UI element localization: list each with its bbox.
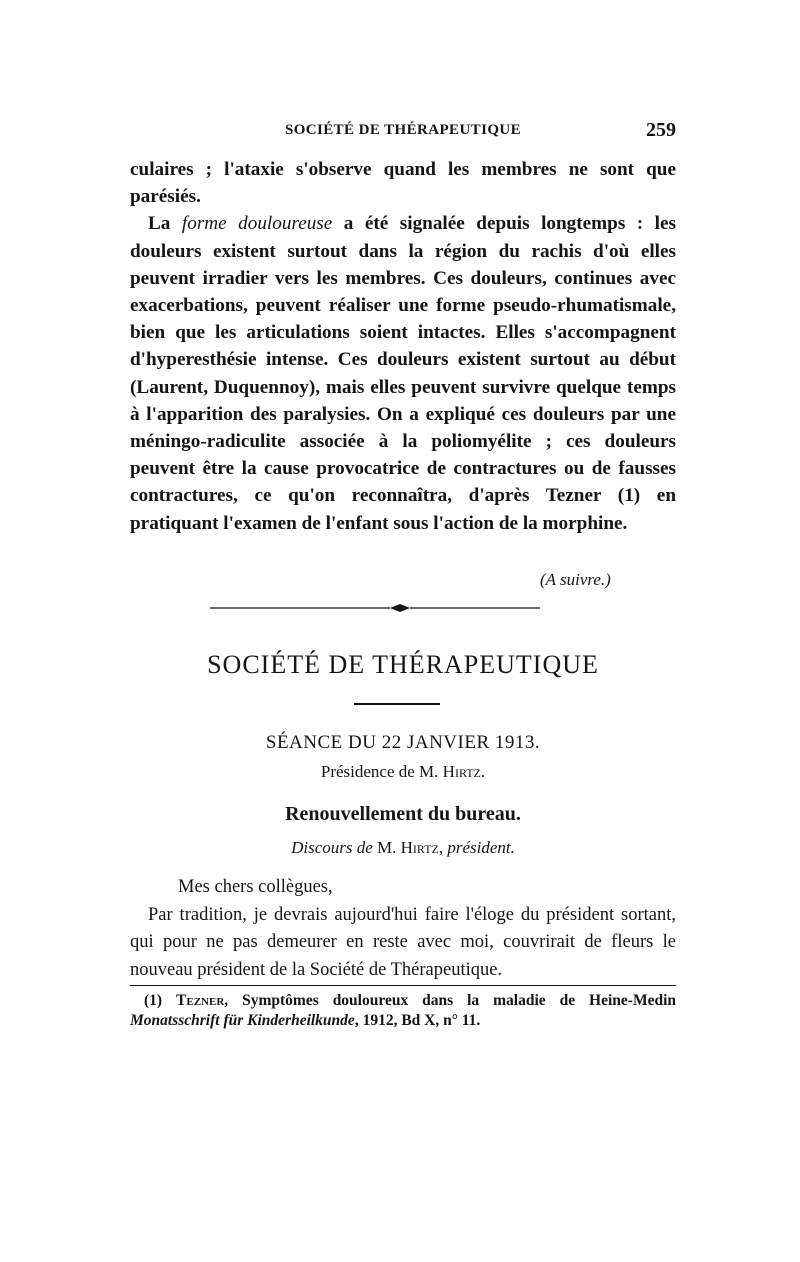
section-title: SOCIÉTÉ DE THÉRAPEUTIQUE	[207, 650, 599, 679]
speaker-name: Hirtz	[400, 838, 439, 857]
president-name: Hirtz	[442, 762, 481, 781]
footnote-rule	[130, 985, 676, 986]
paragraph: Par tradition, je devrais aujourd'hui faire l'éloge du président sortant, qui pour ne pas demeurer en reste avec moi, couvrirait de fleurs le nouveau président de la Société de Thérapeutique.	[130, 904, 676, 980]
paragraph: La forme douloureuse a été signalée depuis longtemps : les douleurs existent surtout dans la région du rachis d'où elles peuvent irradier vers les membres. Ces douleurs, continues avec exacerbations, peuvent réaliser une forme pseudo-rhumatismale, bien que les articulations soient intactes. Elles s'accompagnent d'hyperesthésie intense. Ces douleurs existent surtout au début (Laurent, Duquennoy), mais elles peuvent survivre quelque temps à l'apparition des paralysies. On a expliqué ces douleurs par une méningo-radiculite associée à la poliomyélite ; ces douleurs peuvent être la cause provocatrice de contractures ou de fausses contractures, ce qu'on reconnaîtra, d'après Tezner (1) en pratiquant l'examen de l'enfant sous l'action de la morphine.	[130, 213, 676, 534]
running-header	[130, 119, 676, 144]
footnote-author: Tezner	[176, 992, 225, 1009]
speech-text	[130, 874, 676, 984]
footnote-journal: Monatsschrift für Kinderheilkunde	[130, 1012, 355, 1029]
paragraph: culaires ; l'ataxie s'observe quand les membres ne sont que parésiés.	[130, 159, 676, 208]
running-title: SOCIÉTÉ DE THÉRAPEUTIQUE	[284, 122, 522, 138]
page-number: 259	[646, 119, 676, 141]
footnotes	[130, 991, 676, 1031]
article-continuation	[130, 156, 676, 537]
discours-line: Discours de M. Hirtz, président.	[291, 838, 515, 857]
title-rule	[354, 703, 440, 705]
session-date: SÉANCE DU 22 JANVIER 1913.	[265, 732, 541, 753]
subheading: Renouvellement du bureau.	[285, 803, 521, 825]
emphasis: forme douloureuse	[181, 213, 333, 235]
section-separator	[210, 602, 540, 614]
salutation: Mes chers collègues,	[178, 877, 333, 897]
presidence-line: Présidence de M. Hirtz.	[320, 762, 486, 781]
to-be-continued-note: (A suivre.)	[540, 570, 611, 589]
footnote: (1) Tezner, Symptômes douloureux dans la maladie de Heine-Medin Monatsschrift für Kinderheilkunde, 1912, Bd X, n° 11.	[130, 992, 677, 1029]
